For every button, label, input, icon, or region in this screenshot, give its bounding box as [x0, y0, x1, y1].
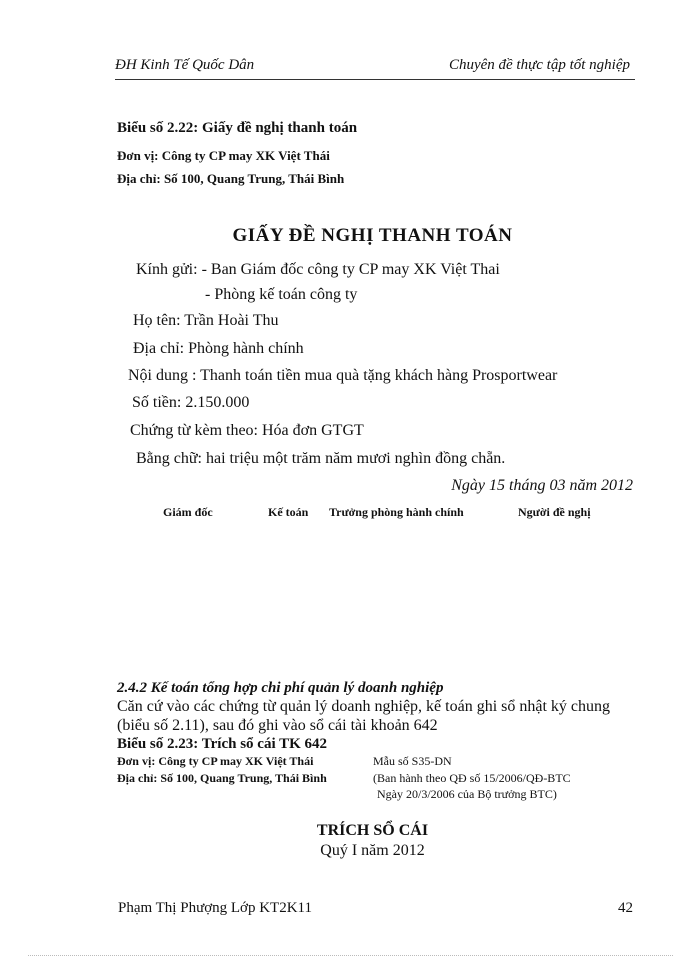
form-2-22-unit: Đơn vị: Công ty CP may XK Việt Thái	[117, 148, 330, 163]
form-number: Mẫu số S35-DN	[373, 754, 452, 768]
bang-chu-field: Bằng chữ: hai triệu một trăm năm mươi nghìn đồng chẵn.	[136, 450, 506, 467]
kinh-gui-line-2: - Phòng kế toán công ty	[205, 286, 358, 303]
signature-director: Giám đốc	[163, 505, 213, 519]
signature-requester: Người đề nghị	[518, 505, 591, 519]
chung-tu-field: Chứng từ kèm theo: Hóa đơn GTGT	[130, 422, 364, 439]
payment-request-title: GIẤY ĐỀ NGHỊ THANH TOÁN	[232, 225, 513, 246]
form-2-22-caption: Biểu số 2.22: Giấy đề nghị thanh toán	[117, 120, 358, 136]
page-number: 42	[618, 900, 633, 916]
signature-head-admin: Trưởng phòng hành chính	[329, 505, 464, 519]
ho-ten-field: Họ tên: Trần Hoài Thu	[133, 312, 279, 329]
header-divider	[115, 79, 635, 80]
decree-line-2: Ngày 20/3/2006 của Bộ trưởng BTC)	[377, 787, 557, 801]
request-date: Ngày 15 tháng 03 năm 2012	[451, 477, 633, 494]
form-2-23-caption: Biểu số 2.23: Trích sổ cái TK 642	[117, 736, 328, 752]
ledger-period: Quý I năm 2012	[320, 842, 425, 859]
section-heading: 2.4.2 Kế toán tổng hợp chi phí quản lý doanh nghiệp	[117, 680, 444, 696]
dia-chi-field: Địa chỉ: Phòng hành chính	[133, 340, 304, 357]
decree-line-1: (Ban hành theo QĐ số 15/2006/QĐ-BTC	[373, 771, 571, 785]
header-report-title: Chuyên đề thực tập tốt nghiệp	[448, 57, 630, 73]
header-school: ĐH Kinh Tế Quốc Dân	[115, 57, 255, 73]
page-bottom-divider	[28, 955, 673, 956]
section-paragraph-line-1: Căn cứ vào các chứng từ quản lý doanh nghiệp, kế toán ghi sổ nhật ký chung	[117, 698, 611, 715]
form-2-22-address: Địa chỉ: Số 100, Quang Trung, Thái Bình	[117, 171, 345, 186]
footer-author: Phạm Thị Phượng Lớp KT2K11	[118, 900, 312, 916]
section-paragraph-line-2: (biểu số 2.11), sau đó ghi vào sổ cái tài khoản 642	[117, 717, 438, 734]
noi-dung-field: Nội dung : Thanh toán tiền mua quà tặng khách hàng Prosportwear	[128, 367, 558, 384]
kinh-gui-line: Kính gửi: - Ban Giám đốc công ty CP may XK Việt Thai	[136, 261, 500, 278]
so-tien-field: Số tiền: 2.150.000	[132, 394, 250, 411]
ledger-title: TRÍCH SỔ CÁI	[316, 822, 429, 839]
signature-accountant: Kế toán	[268, 505, 309, 519]
form-2-23-unit: Đơn vị: Công ty CP may XK Việt Thái	[117, 754, 314, 768]
form-2-23-address: Địa chỉ: Số 100, Quang Trung, Thái Bình	[117, 771, 327, 785]
